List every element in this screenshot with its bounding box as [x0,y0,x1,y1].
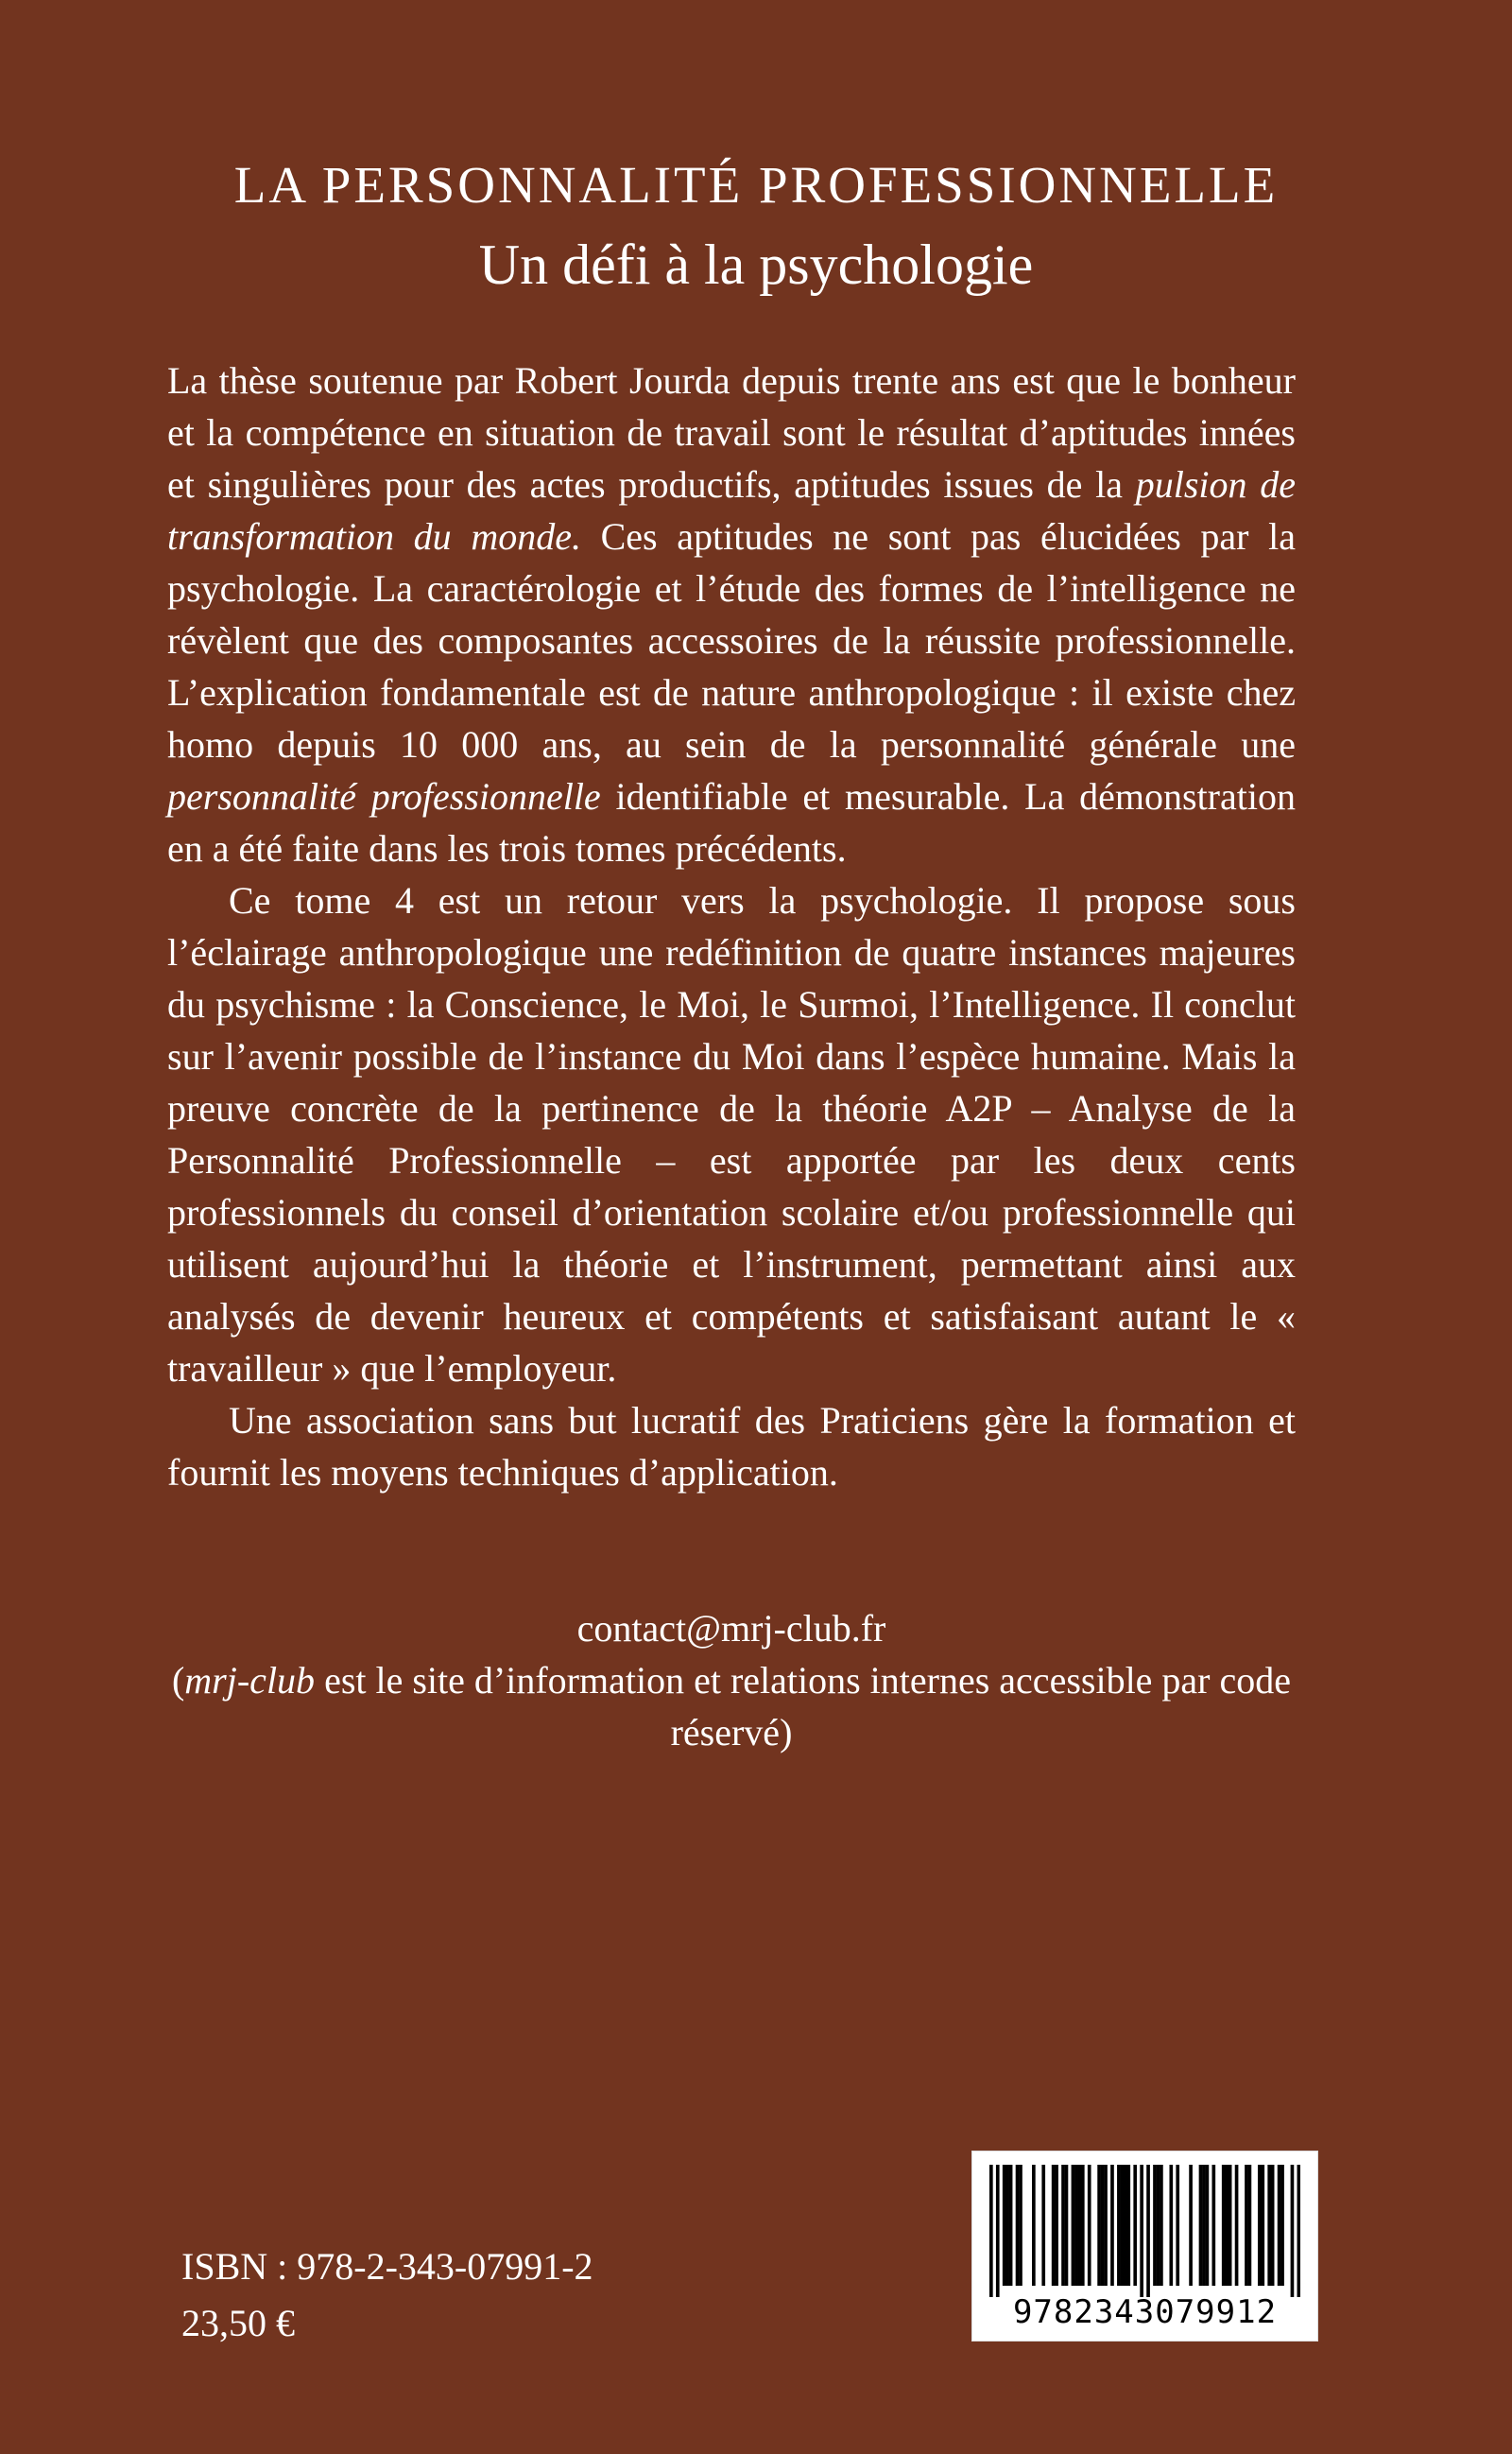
p1-text-1: La thèse soutenue par Robert Jourda depuis trente ans est que le bonheur et la compétence en situation de travail sont le résultat d’aptitudes innées et singulières pour des actes productifs, aptitudes issues de la [167,359,1296,506]
p1-italic-1: pulsion de transformation du monde. [167,463,1296,558]
barcode-bar [1202,2165,1206,2286]
blurb [167,354,1296,1498]
barcode-bar [1235,2165,1239,2286]
blurb-paragraph-3: Une association sans but lucratif des Praticiens gère la formation et fournit les moyens techniques d’application. [167,1399,1296,1494]
barcode-bar [1133,2165,1137,2286]
barcode-bar [1271,2165,1275,2286]
book-title: LA PERSONNALITÉ PROFESSIONNELLE [233,156,1279,214]
barcode-bar [1065,2165,1069,2286]
barcode-bar [1126,2165,1130,2286]
barcode-bar [1280,2165,1284,2286]
barcode-bar [1110,2165,1114,2286]
barcode-bar [1278,2165,1281,2286]
barcode-bar [996,2165,1000,2297]
barcode-bar [1016,2165,1020,2286]
blurb-paragraph-2: Ce tome 4 est un retour vers la psychologie. Il propose sous l’éclairage anthropologique une redéfinition de quatre instances majeures du psychisme : la Conscience, le Moi, le Surmoi, l’Intelligence. Il conclut sur l’avenir possible de l’instance du Moi dans l’espèce humaine. Mais la preuve concrète de la pertinence de la théorie A2P – Analyse de la Personnalité Professionnelle – est apportée par les deux cents professionnels du conseil d’orientation scolaire et/ou professionnelle qui utilisent aujourd’hui la théorie et l’instrument, permettant ainsi aux analysés de devenir heureux et compétents et satisfaisant autant le « travailleur » que l’employeur. [167,879,1296,1390]
contact-email: contact@mrj-club.fr [576,1607,886,1650]
barcode-digits: 9782343079912 [1012,2293,1278,2331]
barcode-bar [1124,2165,1127,2286]
barcode-bar [1225,2165,1228,2286]
barcode-bar [1097,2165,1101,2286]
barcode-bar [1258,2165,1262,2286]
barcode-bar [1245,2165,1248,2286]
contact-note-open: ( [171,1659,185,1702]
book-subtitle: Un défi à la psychologie [478,233,1034,296]
price: 23,50 € [181,2302,295,2344]
barcode-bar [1176,2165,1179,2286]
p1-text-2: Ces aptitudes ne sont pas élucidées par la psychologie. La caractérologie et l’étude des formes de l’intelligence ne révèlent que des composantes accessoires de la réussite professionnelle. L’explication fondamentale est de nature anthropologique : il existe chez homo depuis 10 000 ans, au sein de la personnalité générale une [167,515,1296,766]
barcode-bar [1052,2165,1056,2286]
contact-note-site: mrj-club [184,1659,316,1702]
barcode-bar [1101,2165,1105,2286]
barcode-bar [1248,2165,1252,2286]
blurb-paragraph-1 [167,354,1296,874]
barcode-bar [1074,2165,1078,2286]
barcode-bar [1032,2165,1036,2286]
barcode-bar [1140,2165,1143,2297]
barcode-bar [1222,2165,1226,2286]
barcode-bar [1146,2165,1150,2297]
p1-italic-2: personnalité professionnelle [167,775,601,818]
barcode-bar [1211,2165,1215,2286]
barcode-bar [1169,2165,1173,2286]
isbn: ISBN : 978-2-343-07991-2 [181,2245,593,2288]
barcode-bar [1160,2165,1163,2286]
barcode-bar [1291,2165,1295,2297]
barcode-bar [1061,2165,1065,2286]
barcode-bar [1297,2165,1300,2297]
barcode-bar [1157,2165,1160,2286]
barcode-bar [1055,2165,1058,2286]
barcode-bar [1041,2165,1045,2286]
barcode-bar [1121,2165,1125,2286]
barcode-bar [1206,2165,1210,2286]
barcode-bar [1003,2165,1006,2286]
barcode-bar [1153,2165,1157,2286]
barcode-bar [1019,2165,1022,2286]
barcode-bar [1072,2165,1075,2286]
barcode-bar [1117,2165,1121,2286]
barcode-bar [1009,2165,1013,2286]
barcode-bar [1005,2165,1009,2286]
barcode [971,2151,1318,2342]
barcode-bar [1228,2165,1232,2286]
barcode-bar [1267,2165,1271,2286]
barcode-bar [1189,2165,1193,2286]
barcode-bar [1078,2165,1082,2286]
barcode-bar [1199,2165,1203,2286]
barcode-bars [989,2165,1300,2297]
contact-note [167,1654,1296,1758]
barcode-bar [989,2165,993,2297]
barcode-bar [1088,2165,1091,2286]
barcode-bar [1081,2165,1085,2286]
barcode-bar [1104,2165,1108,2286]
contact-note-text: est le site d’information et relations internes accessible par code réservé) [315,1659,1292,1754]
barcode-bar [1261,2165,1264,2286]
p1-text-3: identifiable et mesurable. La démonstration en a été faite dans les trois tomes précédents. [167,775,1296,870]
contact-block [167,1602,1296,1758]
